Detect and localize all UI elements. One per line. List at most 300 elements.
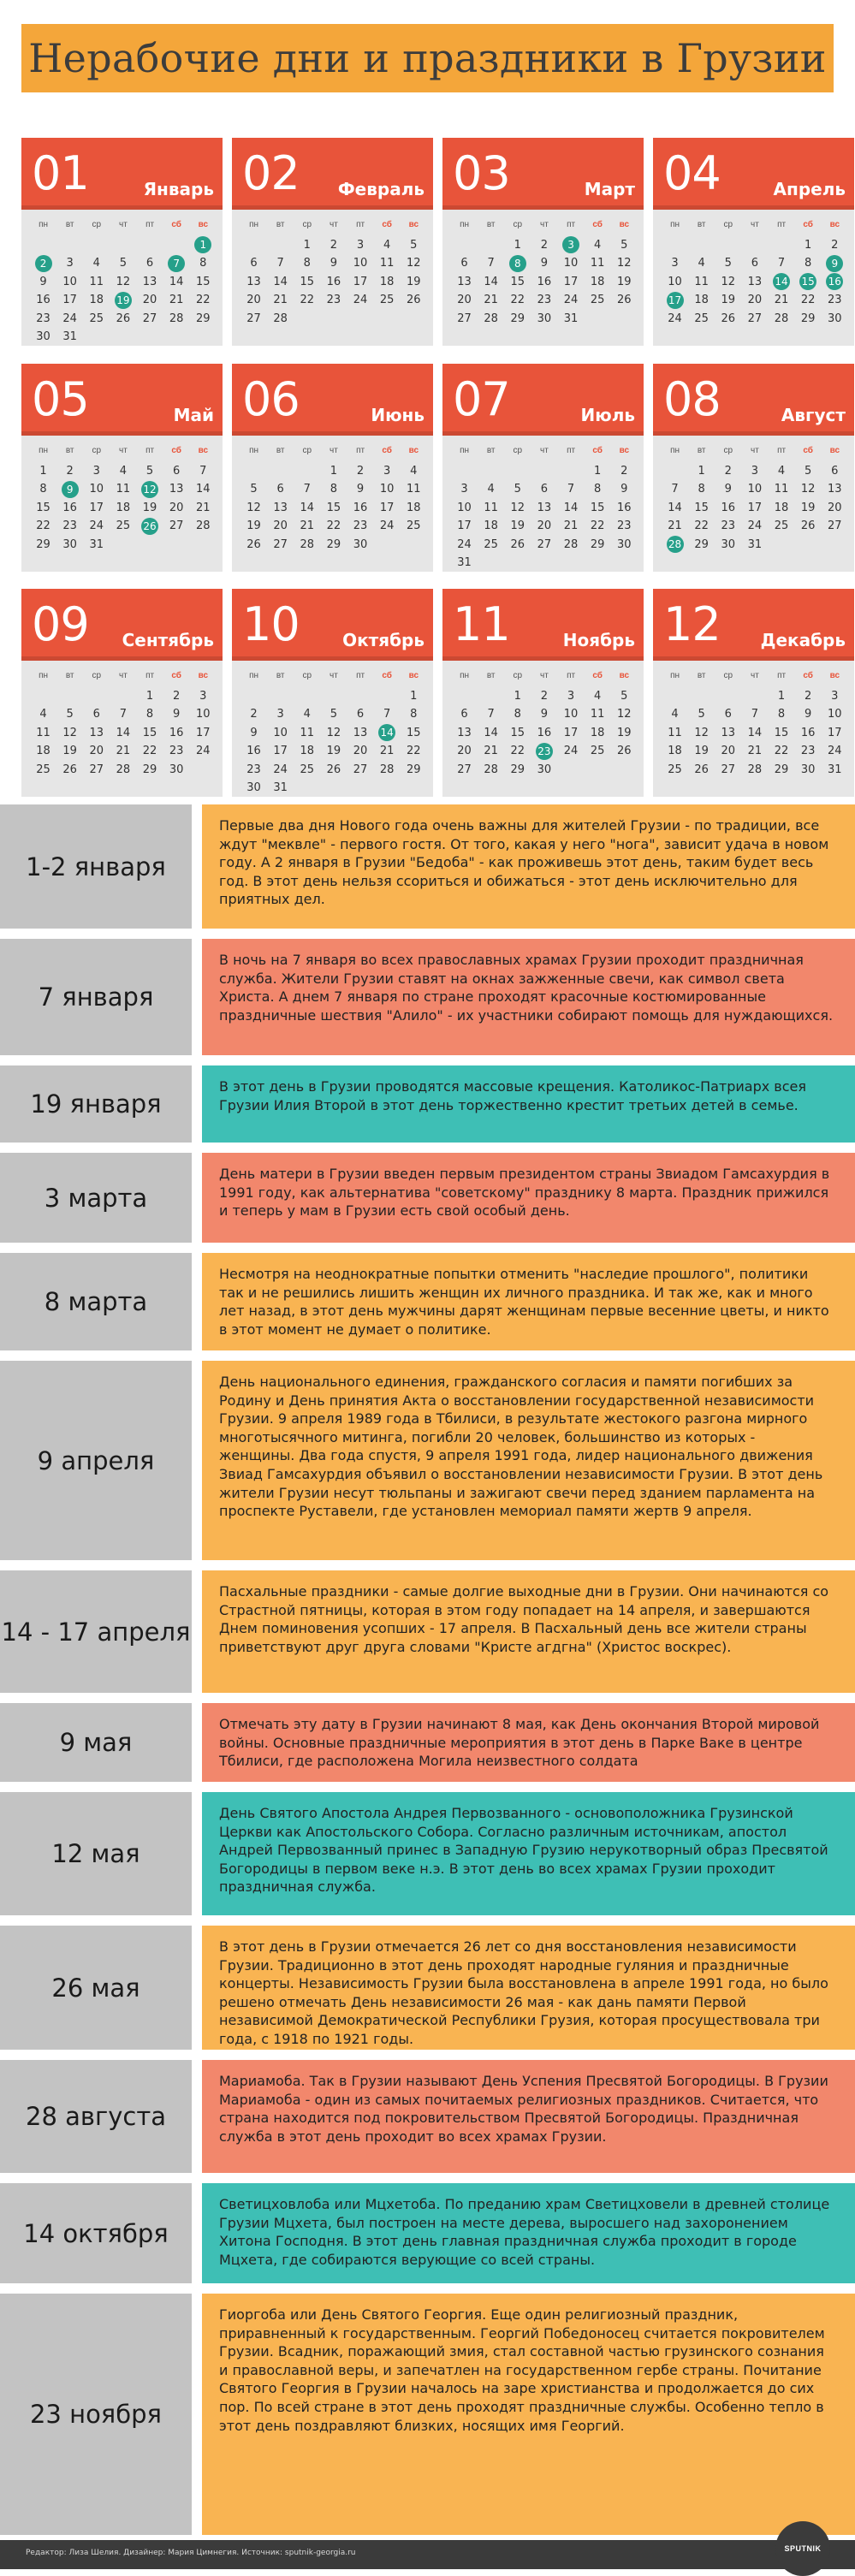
day-cell bbox=[190, 534, 217, 555]
day-number: 24 bbox=[563, 294, 579, 306]
day-number bbox=[589, 761, 606, 778]
day-cell bbox=[190, 704, 217, 725]
day-cell bbox=[662, 234, 688, 255]
weekday-label: ср bbox=[723, 220, 733, 229]
weekday-label: сб bbox=[382, 220, 392, 229]
day-number bbox=[272, 687, 289, 704]
day-cell bbox=[320, 741, 347, 762]
week-row bbox=[240, 516, 427, 537]
day-number: 17 bbox=[353, 275, 368, 288]
credits-text: Редактор: Лиза Шелия. Дизайнер: Мария Цимнегия. Источник: sputnik-georgia.ru bbox=[26, 2549, 356, 2557]
day-cell bbox=[163, 308, 190, 329]
day-cell bbox=[347, 290, 374, 311]
day-cell bbox=[267, 722, 294, 743]
day-number: 6 bbox=[276, 483, 284, 496]
day-number bbox=[746, 236, 763, 253]
day-cell bbox=[715, 271, 741, 292]
week-row bbox=[451, 741, 638, 762]
day-number bbox=[299, 462, 316, 479]
day-cell bbox=[240, 253, 267, 274]
day-cell bbox=[56, 686, 83, 706]
month-number: 12 bbox=[663, 597, 721, 651]
day-number: 12 bbox=[407, 257, 421, 270]
week-row bbox=[30, 704, 217, 725]
day-cell bbox=[267, 704, 294, 725]
day-number: 9 bbox=[724, 483, 732, 496]
day-cell bbox=[822, 704, 848, 725]
day-number: 18 bbox=[116, 501, 131, 514]
weekday-label: пт bbox=[777, 671, 787, 680]
week-row bbox=[240, 686, 427, 706]
day-number: 14 bbox=[484, 275, 498, 288]
month-card bbox=[442, 589, 644, 797]
day-cell bbox=[401, 234, 427, 255]
week-row bbox=[240, 290, 427, 311]
day-number: 10 bbox=[62, 275, 77, 288]
day-cell bbox=[30, 759, 56, 780]
weekday-label: чт bbox=[119, 671, 128, 680]
week-row bbox=[30, 290, 217, 311]
day-number: 3 bbox=[751, 464, 759, 478]
day-cell bbox=[478, 534, 504, 555]
day-number: 22 bbox=[800, 294, 816, 306]
day-number: 27 bbox=[89, 763, 104, 776]
holiday-entry bbox=[0, 2183, 855, 2283]
weekday-label: ср bbox=[92, 671, 102, 680]
day-cell bbox=[240, 308, 267, 329]
day-number: 17 bbox=[196, 726, 211, 739]
month-number: 02 bbox=[242, 146, 300, 200]
day-cell bbox=[56, 290, 83, 311]
weekday-label: пн bbox=[39, 446, 49, 455]
day-cell bbox=[451, 253, 478, 274]
day-cell bbox=[347, 686, 374, 706]
day-number: 10 bbox=[747, 483, 763, 496]
weekday-label: ср bbox=[513, 671, 523, 680]
weekday-label: вт bbox=[697, 671, 706, 680]
day-cell bbox=[240, 290, 267, 311]
holiday-date bbox=[0, 2294, 192, 2535]
day-number: 25 bbox=[89, 312, 104, 325]
day-number bbox=[141, 329, 158, 346]
day-cell bbox=[83, 479, 110, 500]
day-number: 1 bbox=[777, 689, 786, 703]
day-cell bbox=[347, 253, 374, 274]
week-row bbox=[451, 290, 638, 311]
week-row bbox=[451, 271, 638, 292]
day-number: 15 bbox=[326, 501, 341, 514]
day-number: 18 bbox=[36, 745, 50, 757]
day-cell bbox=[190, 460, 217, 481]
holiday-entry bbox=[0, 1570, 855, 1693]
day-number: 14 bbox=[378, 724, 395, 741]
month-card bbox=[21, 589, 223, 797]
day-cell bbox=[585, 553, 611, 573]
day-cell bbox=[401, 516, 427, 537]
holiday-date-text: 8 марта bbox=[44, 1287, 148, 1316]
day-cell bbox=[401, 460, 427, 481]
day-number: 26 bbox=[62, 763, 77, 776]
day-number: 18 bbox=[300, 745, 315, 757]
weekday-label: вт bbox=[65, 671, 74, 680]
day-cell bbox=[401, 479, 427, 500]
logo-text: SPUTNIK bbox=[784, 2544, 822, 2553]
holiday-date-text: 26 мая bbox=[51, 1973, 140, 2003]
weekday-label: вт bbox=[65, 446, 74, 455]
weekday-label: ср bbox=[92, 446, 102, 455]
day-cell bbox=[662, 759, 688, 780]
day-cell bbox=[611, 460, 638, 481]
day-cell bbox=[558, 516, 585, 537]
day-cell bbox=[451, 722, 478, 743]
day-number: 21 bbox=[116, 745, 131, 757]
week-row bbox=[30, 479, 217, 500]
day-cell bbox=[374, 234, 401, 255]
day-cell bbox=[56, 759, 83, 780]
day-number: 31 bbox=[563, 312, 579, 325]
day-number bbox=[194, 329, 211, 346]
day-cell bbox=[163, 759, 190, 780]
day-cell bbox=[688, 253, 715, 274]
month-card bbox=[21, 364, 223, 572]
day-cell bbox=[478, 759, 504, 780]
day-cell bbox=[374, 686, 401, 706]
day-cell bbox=[320, 516, 347, 537]
weekday-label: вт bbox=[65, 220, 74, 229]
day-number: 6 bbox=[250, 257, 258, 270]
day-cell bbox=[741, 253, 768, 274]
day-cell bbox=[715, 497, 741, 518]
day-cell bbox=[137, 722, 163, 743]
day-cell bbox=[822, 534, 848, 555]
day-cell bbox=[451, 271, 478, 292]
day-number: 1 bbox=[594, 464, 602, 478]
weekday-label: чт bbox=[330, 446, 338, 455]
day-number: 2 bbox=[620, 464, 628, 478]
day-cell bbox=[320, 271, 347, 292]
weekday-label: вс bbox=[619, 671, 630, 680]
day-cell bbox=[56, 704, 83, 725]
week-row bbox=[662, 290, 848, 311]
day-number: 27 bbox=[169, 519, 184, 532]
day-number bbox=[62, 236, 79, 253]
day-number: 8 bbox=[303, 257, 311, 270]
day-number: 20 bbox=[828, 501, 842, 514]
day-number: 18 bbox=[668, 745, 682, 757]
holiday-day bbox=[190, 234, 217, 255]
day-number: 25 bbox=[590, 745, 605, 757]
day-number: 2 bbox=[66, 464, 74, 478]
day-cell bbox=[347, 308, 374, 329]
day-number: 10 bbox=[828, 708, 842, 721]
day-number: 5 bbox=[805, 464, 812, 478]
weekday-label: вс bbox=[619, 446, 630, 455]
day-number: 9 bbox=[540, 708, 549, 721]
day-number: 8 bbox=[199, 257, 207, 270]
day-cell bbox=[30, 327, 56, 347]
day-number: 30 bbox=[353, 537, 368, 551]
day-cell bbox=[30, 722, 56, 743]
day-cell bbox=[163, 460, 190, 481]
day-cell bbox=[531, 308, 557, 329]
month-number: 07 bbox=[453, 372, 510, 426]
holiday-day bbox=[662, 290, 688, 311]
month-name: Август bbox=[781, 405, 846, 425]
week-row bbox=[662, 686, 848, 706]
day-cell bbox=[478, 308, 504, 329]
holiday-date-text: 9 мая bbox=[59, 1728, 133, 1757]
week-row bbox=[240, 234, 427, 255]
week-row bbox=[30, 686, 217, 706]
day-number: 9 bbox=[39, 275, 47, 288]
weekday-label: сб bbox=[803, 671, 813, 680]
day-cell bbox=[504, 741, 531, 762]
day-cell bbox=[267, 271, 294, 292]
day-number: 16 bbox=[169, 726, 184, 739]
day-cell bbox=[294, 271, 320, 292]
day-cell bbox=[374, 534, 401, 555]
day-cell bbox=[504, 534, 531, 555]
day-cell bbox=[347, 497, 374, 518]
day-number: 14 bbox=[773, 273, 790, 290]
day-number bbox=[194, 536, 211, 553]
month-name: Июль bbox=[580, 405, 635, 425]
day-cell bbox=[531, 759, 557, 780]
day-number bbox=[826, 536, 843, 553]
month-card bbox=[232, 364, 433, 572]
day-cell bbox=[611, 516, 638, 537]
day-number: 9 bbox=[540, 257, 549, 270]
day-number: 22 bbox=[510, 745, 525, 757]
day-cell bbox=[294, 778, 320, 798]
day-number: 22 bbox=[407, 745, 421, 757]
weekday-label: вс bbox=[619, 220, 630, 229]
day-number: 6 bbox=[724, 708, 732, 721]
holiday-description-text: В этот день в Грузии отмечается 26 лет со дня восстановления независимости Грузии. Традиционно в этот день проходят народные гуляния и праздничные концерты. Независимость Грузии была восстановлена в апреле 1991 года, но было решено отмечать День независимости 26 мая - как дань памяти Первой независимой Демократической Республики Грузия, которая просуществовала три года, с 1918 по 1921 годы. bbox=[219, 1938, 828, 2047]
day-cell bbox=[320, 497, 347, 518]
day-cell bbox=[56, 308, 83, 329]
holiday-day bbox=[110, 290, 136, 311]
holiday-description bbox=[202, 1361, 855, 1560]
day-cell bbox=[715, 479, 741, 500]
day-cell bbox=[822, 497, 848, 518]
day-number: 16 bbox=[246, 745, 261, 757]
day-number: 27 bbox=[457, 763, 472, 776]
day-cell bbox=[267, 290, 294, 311]
day-cell bbox=[163, 741, 190, 762]
day-number bbox=[773, 536, 790, 553]
day-number bbox=[456, 462, 473, 479]
weekday-row bbox=[240, 668, 427, 685]
weekday-label: пт bbox=[777, 220, 787, 229]
holiday-date bbox=[0, 1253, 192, 1350]
day-number: 15 bbox=[407, 726, 421, 739]
day-number: 7 bbox=[276, 257, 284, 270]
day-cell bbox=[741, 234, 768, 255]
day-number: 4 bbox=[698, 257, 705, 270]
day-cell bbox=[585, 686, 611, 706]
day-cell bbox=[347, 479, 374, 500]
day-cell bbox=[478, 704, 504, 725]
week-row bbox=[30, 722, 217, 743]
month-header bbox=[653, 589, 854, 661]
day-cell bbox=[662, 704, 688, 725]
day-cell bbox=[769, 759, 795, 780]
day-cell bbox=[531, 704, 557, 725]
day-number: 30 bbox=[828, 312, 842, 325]
day-cell bbox=[83, 271, 110, 292]
day-number: 21 bbox=[563, 519, 579, 532]
weekday-label: вс bbox=[198, 220, 209, 229]
day-number: 29 bbox=[774, 763, 789, 776]
day-number: 9 bbox=[805, 708, 812, 721]
day-cell bbox=[741, 479, 768, 500]
day-number: 31 bbox=[828, 763, 842, 776]
day-cell bbox=[795, 460, 822, 481]
day-number: 22 bbox=[694, 519, 709, 532]
day-number: 20 bbox=[747, 294, 763, 306]
week-row bbox=[240, 778, 427, 798]
day-cell bbox=[83, 327, 110, 347]
day-cell bbox=[137, 759, 163, 780]
day-cell bbox=[558, 704, 585, 725]
day-number: 13 bbox=[353, 726, 368, 739]
day-number: 4 bbox=[410, 464, 418, 478]
day-cell bbox=[56, 253, 83, 274]
day-number: 19 bbox=[694, 745, 709, 757]
day-cell bbox=[163, 327, 190, 347]
day-cell bbox=[401, 497, 427, 518]
week-row bbox=[30, 759, 217, 780]
day-cell bbox=[163, 534, 190, 555]
day-number: 11 bbox=[300, 726, 315, 739]
day-number: 12 bbox=[721, 275, 736, 288]
day-cell bbox=[240, 534, 267, 555]
day-cell bbox=[558, 479, 585, 500]
day-number: 11 bbox=[36, 726, 50, 739]
day-number bbox=[299, 780, 316, 797]
day-cell bbox=[190, 741, 217, 762]
week-row bbox=[662, 253, 848, 274]
day-number: 26 bbox=[510, 537, 525, 551]
day-cell bbox=[558, 290, 585, 311]
day-number bbox=[246, 462, 263, 479]
month-days bbox=[442, 436, 644, 572]
week-row bbox=[662, 722, 848, 743]
day-number: 19 bbox=[800, 501, 816, 514]
day-number: 3 bbox=[383, 464, 391, 478]
day-cell bbox=[137, 234, 163, 255]
day-number: 30 bbox=[169, 763, 184, 776]
week-row bbox=[451, 722, 638, 743]
day-cell bbox=[401, 253, 427, 274]
day-number: 8 bbox=[410, 708, 418, 721]
day-cell bbox=[451, 308, 478, 329]
month-days bbox=[653, 661, 854, 797]
day-cell bbox=[294, 308, 320, 329]
day-cell bbox=[741, 308, 768, 329]
day-number: 21 bbox=[484, 294, 498, 306]
day-number: 22 bbox=[36, 519, 50, 532]
day-cell bbox=[110, 234, 136, 255]
month-header bbox=[21, 364, 223, 436]
day-number: 28 bbox=[774, 312, 789, 325]
day-number: 22 bbox=[774, 745, 789, 757]
day-cell bbox=[769, 516, 795, 537]
day-cell bbox=[822, 308, 848, 329]
holiday-date bbox=[0, 1065, 192, 1143]
holiday-description bbox=[202, 1703, 855, 1782]
week-row bbox=[30, 327, 217, 347]
day-number bbox=[325, 780, 342, 797]
day-cell bbox=[190, 253, 217, 274]
day-cell bbox=[110, 253, 136, 274]
day-number: 22 bbox=[590, 519, 605, 532]
weekday-label: чт bbox=[751, 220, 759, 229]
day-number: 23 bbox=[536, 743, 553, 760]
day-number bbox=[378, 780, 395, 797]
day-number: 8 bbox=[330, 483, 338, 496]
day-cell bbox=[240, 497, 267, 518]
day-cell bbox=[294, 497, 320, 518]
day-number bbox=[352, 687, 369, 704]
day-cell bbox=[110, 704, 136, 725]
day-number: 11 bbox=[590, 257, 605, 270]
day-number: 26 bbox=[246, 537, 261, 551]
day-cell bbox=[83, 234, 110, 255]
day-number: 24 bbox=[457, 537, 472, 551]
day-number: 31 bbox=[89, 537, 104, 551]
day-number: 26 bbox=[800, 519, 816, 532]
day-number bbox=[378, 310, 395, 327]
day-number: 3 bbox=[671, 257, 679, 270]
day-number: 3 bbox=[66, 257, 74, 270]
day-number: 4 bbox=[383, 238, 391, 252]
weekday-row bbox=[451, 668, 638, 685]
day-number: 6 bbox=[831, 464, 839, 478]
day-cell bbox=[190, 290, 217, 311]
day-number: 25 bbox=[484, 537, 498, 551]
day-cell bbox=[822, 460, 848, 481]
day-cell bbox=[190, 497, 217, 518]
day-cell bbox=[741, 290, 768, 311]
day-cell bbox=[795, 253, 822, 274]
weekday-label: вт bbox=[276, 220, 285, 229]
weekday-label: пт bbox=[356, 220, 365, 229]
day-number: 8 bbox=[514, 708, 521, 721]
day-cell bbox=[451, 759, 478, 780]
day-number: 18 bbox=[379, 275, 395, 288]
week-row bbox=[240, 704, 427, 725]
month-number: 05 bbox=[32, 372, 89, 426]
weekday-label: вс bbox=[408, 671, 419, 680]
day-number: 26 bbox=[694, 763, 709, 776]
day-number: 18 bbox=[694, 294, 709, 306]
day-number: 14 bbox=[300, 501, 315, 514]
holiday-entry bbox=[0, 939, 855, 1055]
day-number: 6 bbox=[460, 257, 468, 270]
day-number: 18 bbox=[590, 726, 605, 739]
month-number: 11 bbox=[453, 597, 510, 651]
day-cell bbox=[347, 722, 374, 743]
day-cell bbox=[769, 497, 795, 518]
day-number: 4 bbox=[487, 483, 495, 496]
day-number: 14 bbox=[116, 726, 131, 739]
day-number: 22 bbox=[196, 294, 211, 306]
day-number: 25 bbox=[379, 294, 395, 306]
day-cell bbox=[662, 741, 688, 762]
holiday-date bbox=[0, 1153, 192, 1243]
